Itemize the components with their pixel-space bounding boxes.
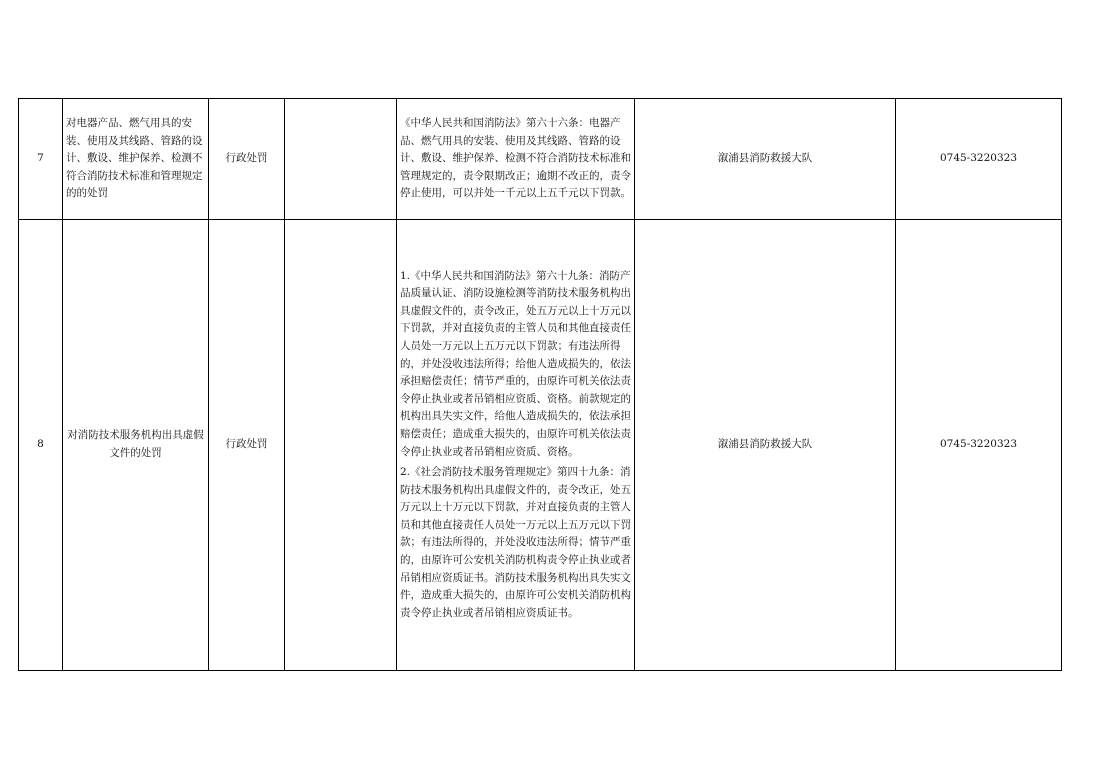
table-row <box>19 99 1062 220</box>
table-row <box>19 220 1062 671</box>
row-number-cell: 7 <box>19 99 63 220</box>
item-name-cell: 对电器产品、燃气用具的安装、使用及其线路、管路的设计、敷设、维护保养、检测不符合消防技术标准和管理规定的的处罚 <box>63 99 209 220</box>
phone-cell: 0745-3220323 <box>896 220 1062 671</box>
legal-basis-paragraph: 2.《社会消防技术服务管理规定》第四十九条：消防技术服务机构出具虚假文件的，责令改正，处五万元以上十万元以下罚款，并对直接负责的主管人员和其他直接责任人员处一万元以上五万元以下罚款；有违法所得的，并处没收违法所得；情节严重的，由原许可公安机关消防机构责令停止执业或者吊销相应资质证书。消防技术服务机构出具失实文件，造成重大损失的，由原许可公安机关消防机构责令停止执业或者吊销相应资质证书。 <box>400 466 631 619</box>
row-number-cell: 8 <box>19 220 63 671</box>
department-cell: 溆浦县消防救援大队 <box>635 220 896 671</box>
empty-cell <box>285 99 397 220</box>
legal-basis-paragraph: 《中华人民共和国消防法》第六十六条：电器产品、燃气用具的安装、使用及其线路、管路的设计、敷设、维护保养、检测不符合消防技术标准和管理规定的，责令限期改正；逾期不改正的，责令停止使用，可以并处一千元以上五千元以下罚款。 <box>400 117 631 200</box>
phone-cell: 0745-3220323 <box>896 99 1062 220</box>
empty-cell <box>285 220 397 671</box>
legal-basis-cell <box>397 220 635 671</box>
legal-basis-paragraph: 1.《中华人民共和国消防法》第六十九条：消防产品质量认证、消防设施检测等消防技术服务机构出具虚假文件的，责令改正，处五万元以上十万元以下罚款，并对直接负责的主管人员和其他直接责任人员处一万元以上五万元以下罚款；有违法所得的，并处没收违法所得；给他人造成损失的，依法承担赔偿责任；情节严重的，由原许可机关依法责令停止执业或者吊销相应资质、资格。前款规定的机构出具失实文件，给他人造成损失的，依法承担赔偿责任；造成重大损失的，由原许可机关依法责令停止执业或者吊销相应资质、资格。 <box>400 269 631 458</box>
penalty-items-table <box>18 98 1062 671</box>
legal-basis-cell <box>397 99 635 220</box>
department-cell: 溆浦县消防救援大队 <box>635 99 896 220</box>
item-type-cell: 行政处罚 <box>209 99 285 220</box>
item-name-cell: 对消防技术服务机构出具虚假文件的处罚 <box>63 220 209 671</box>
item-type-cell: 行政处罚 <box>209 220 285 671</box>
